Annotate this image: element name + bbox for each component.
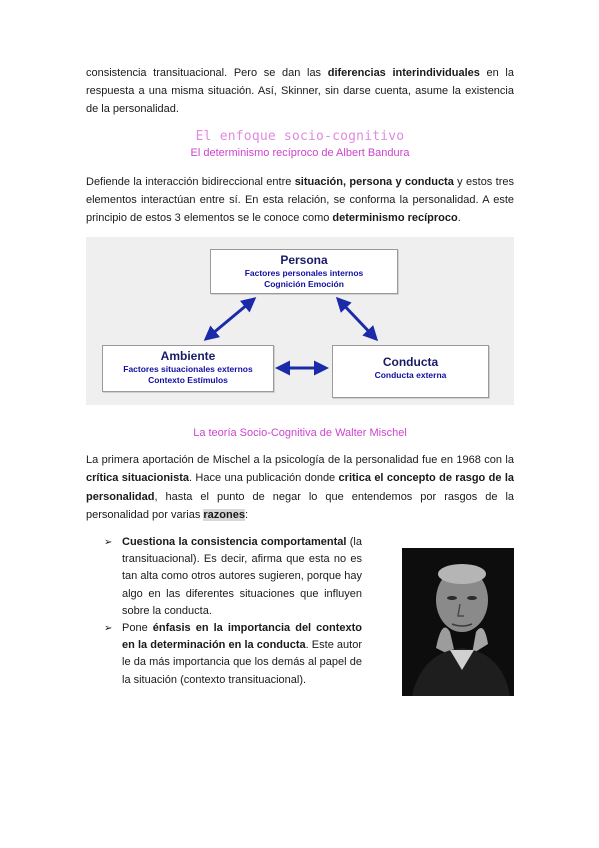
bullet1-bold: Cuestiona la consistencia comportamental [122, 536, 347, 549]
bullet-arrow-icon: ➢ [104, 623, 113, 635]
bullet2-text: . Este autor le da más importancia que los demás al papel de la situación (contexto transituacional). [122, 639, 362, 686]
list-item [86, 534, 362, 620]
arrow-persona-ambiente [206, 299, 254, 339]
bullet-arrow-icon: ➢ [104, 537, 113, 549]
mischel-reasons [86, 534, 514, 689]
persona-line1: Factores personales internos [244, 268, 364, 279]
bandura-bold-2: determinismo recíproco [332, 212, 458, 225]
mischel-bold-2: critica el concepto de rasgo de la personalidad [86, 472, 514, 503]
list-item [86, 620, 362, 689]
mischel-text-3: , hasta el punto de negar lo que entendemos por rasgos de la personalidad por varias [86, 490, 514, 521]
ambiente-box [102, 345, 274, 392]
mischel-text-4: : [244, 508, 249, 521]
bandura-paragraph [86, 173, 514, 228]
bullet2-bold: énfasis en la importancia del contexto en la determinación en la conducta [122, 622, 363, 652]
ambiente-line2: Contexto Estímulos [148, 375, 228, 386]
arrow-persona-conducta [338, 299, 376, 339]
intro-text-2: en la respuesta a una misma situación. Así, Skinner, sin darse cuenta, asume la existencia de la personalidad. [86, 67, 514, 116]
intro-paragraph [86, 64, 514, 119]
conducta-box [332, 345, 489, 398]
mischel-bold-3: razones [203, 508, 245, 521]
mischel-bold-1: crítica situacionista [86, 472, 190, 485]
subtitle-bandura: El determinismo recíproco de Albert Bandura [190, 146, 410, 159]
bandura-bold-1: situación, persona y conducta [294, 175, 454, 188]
mischel-text-2: . Hace una publicación donde [189, 472, 339, 485]
persona-title: Persona [280, 253, 328, 268]
intro-text-1: consistencia transituacional. Pero se dan las [86, 67, 328, 79]
bullet2-pre: Pone [122, 622, 153, 635]
bandura-text-1: Defiende la interacción bidireccional entre [86, 175, 295, 188]
portrait-photo [402, 548, 514, 696]
section-title: El enfoque socio-cognitivo [195, 128, 405, 144]
conducta-title: Conducta [382, 355, 439, 370]
portrait-image [402, 548, 514, 696]
persona-box [210, 249, 398, 294]
ambiente-title: Ambiente [160, 349, 216, 364]
mischel-paragraph [86, 451, 514, 524]
mischel-text-1: La primera aportación de Mischel a la psicología de la personalidad fue en 1968 con la [86, 454, 514, 467]
intro-bold-1: diferencias interindividuales [327, 67, 480, 79]
persona-line2: Cognición Emoción [264, 279, 344, 290]
bandura-text-2: y estos tres elementos interactúan entre sí. En esta relación, se conforma la personalidad. A este principio de estos 3 elementos se le conoce como [86, 175, 514, 225]
subtitle-mischel: La teoría Socio-Cognitiva de Walter Mischel [193, 427, 407, 440]
document-page [86, 64, 514, 689]
reasons-list [86, 534, 362, 689]
reciprocal-determinism-diagram [86, 237, 514, 405]
bullet1-text: (la transituacional). Es decir, afirma que esta no es tan alta como otros autores sugieren, porque hay algo en las diferentes situaciones que influyen sobre la conducta. [122, 536, 362, 617]
ambiente-line1: Factores situacionales externos [123, 364, 253, 375]
bandura-text-3: . [457, 212, 461, 225]
conducta-line1: Conducta externa [374, 370, 447, 381]
